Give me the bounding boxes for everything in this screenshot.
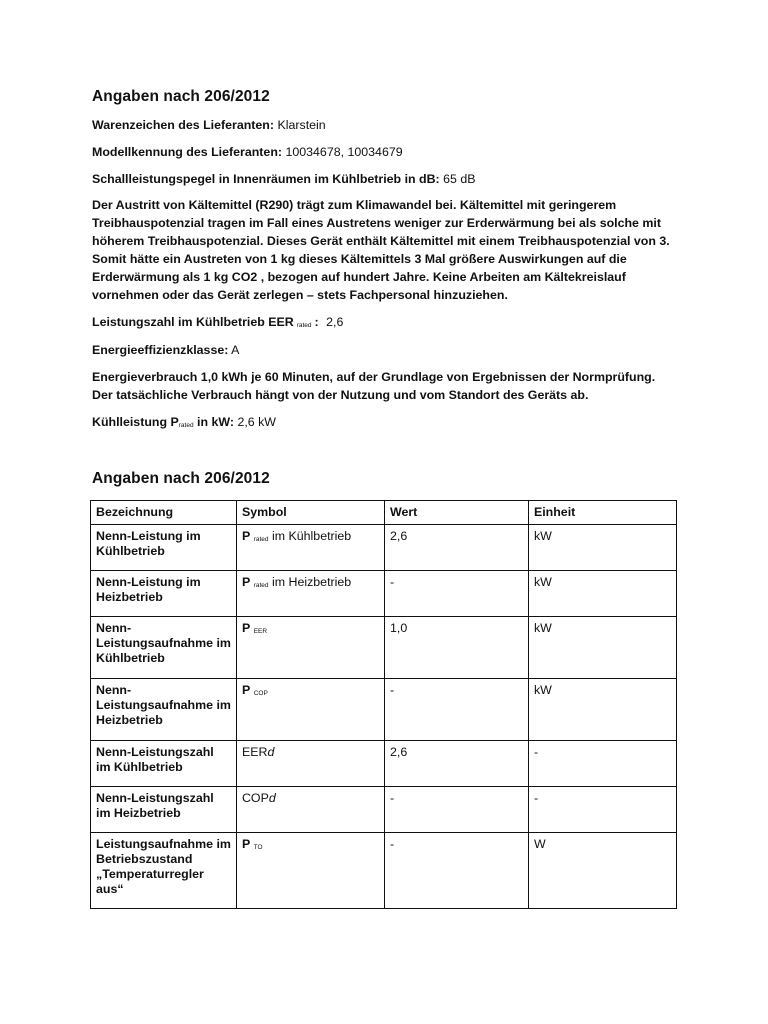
designation-cell: Nenn-Leistung im Kühlbetrieb (91, 525, 237, 571)
noise-level-value: 65 dB (443, 172, 476, 186)
value-cell: 2,6 (384, 525, 528, 571)
symbol-cell (236, 787, 384, 833)
designation-cell: Nenn-Leistungsaufnahme im Kühlbetrieb (91, 617, 237, 679)
noise-level-line (92, 170, 692, 188)
symbol-cell (236, 741, 384, 787)
cooling-capacity-line (92, 413, 692, 435)
table-row (91, 571, 677, 617)
cooling-capacity-subscript: rated (178, 422, 194, 429)
symbol-main: P (241, 837, 251, 851)
efficiency-class-value: A (231, 343, 240, 357)
unit-cell: kW (528, 679, 676, 741)
symbol-cell (236, 679, 384, 741)
symbol-subscript: TO (253, 844, 263, 851)
eer-label: Leistungszahl im Kühlbetrieb EER (92, 315, 294, 329)
table-row (91, 617, 677, 679)
unit-cell: kW (528, 571, 676, 617)
supplier-brand-line (92, 116, 692, 134)
value-cell: 1,0 (384, 617, 528, 679)
symbol-main: P (241, 683, 251, 697)
designation-cell: Nenn-Leistung im Heizbetrieb (91, 571, 237, 617)
noise-level-label: Schallleistungspegel in Innenräumen im Kühlbetrieb in dB: (92, 172, 440, 186)
symbol-cell (236, 833, 384, 909)
column-header: Einheit (528, 501, 676, 525)
symbol-main: P (241, 575, 251, 589)
eer-subscript: rated (296, 322, 312, 329)
designation-cell: Leistungsaufnahme im Betriebszustand „Temperaturregler aus“ (91, 833, 237, 909)
table-row (91, 787, 677, 833)
eer-colon: : (314, 315, 319, 329)
cooling-capacity-label-tail: in kW: (197, 415, 234, 429)
unit-cell: W (528, 833, 676, 909)
designation-cell: Nenn-Leistungszahl im Kühlbetrieb (91, 741, 237, 787)
designation-cell: Nenn-Leistungszahl im Heizbetrieb (91, 787, 237, 833)
specs-table (90, 500, 677, 909)
symbol-tail: im Kühlbetrieb (271, 529, 352, 543)
table-header-row (91, 501, 677, 525)
value-cell: - (384, 833, 528, 909)
symbol-main: EER (241, 745, 268, 759)
model-id-label: Modellkennung des Lieferanten: (92, 145, 283, 159)
energy-consumption-paragraph: Energieverbrauch 1,0 kWh je 60 Minuten, auf der Grundlage von Ergebnissen der Normprüfung. Der tatsächliche Verbrauch hängt von der Nutzung und vom Standort des Geräts ab. (92, 370, 656, 402)
column-header: Wert (384, 501, 528, 525)
section-heading-2: Angaben nach 206/2012 (92, 470, 270, 487)
refrigerant-paragraph: Der Austritt von Kältemittel (R290) trägt zum Klimawandel bei. Kältemittel mit geringerem Treibhauspotenzial tragen im Fall eines Austretens weniger zur Erderwärmung bei als solche mit höherem Treibhauspotenzial. Dieses Gerät enthält Kältemittel mit einem Treibhauspotenzial von 3. Somit hätte ein Austreten von 1 kg dieses Kältemittels 3 Mal größere Auswirkungen auf die Erderwärmung als 1 kg CO2 , bezogen auf hundert Jahre. Keine Arbeiten am Kältekreislauf vornehmen oder das Gerät zerlegen – stets Fachpersonal hinzuziehen. (92, 198, 670, 302)
symbol-subscript: rated (253, 536, 269, 543)
symbol-subscript: EER (253, 628, 268, 635)
symbol-main: P (241, 621, 251, 635)
efficiency-class-line (92, 341, 692, 359)
column-header: Symbol (236, 501, 384, 525)
value-cell: - (384, 571, 528, 617)
symbol-cell (236, 571, 384, 617)
value-cell: 2,6 (384, 741, 528, 787)
supplier-brand-label: Warenzeichen des Lieferanten: (92, 118, 275, 132)
value-cell: - (384, 679, 528, 741)
cooling-capacity-value: 2,6 kW (237, 415, 276, 429)
unit-cell: - (528, 787, 676, 833)
symbol-tail: d (268, 791, 276, 805)
model-id-line (92, 143, 692, 161)
model-id-value: 10034678, 10034679 (285, 145, 403, 159)
eer-line (92, 313, 692, 335)
symbol-tail: d (267, 745, 275, 759)
symbol-subscript: rated (253, 582, 269, 589)
symbol-main: P (241, 529, 251, 543)
symbol-main: COP (241, 791, 269, 805)
efficiency-class-label: Energieeffizienzklasse: (92, 343, 229, 357)
unit-cell: kW (528, 617, 676, 679)
designation-cell: Nenn-Leistungsaufnahme im Heizbetrieb (91, 679, 237, 741)
symbol-cell (236, 525, 384, 571)
unit-cell: - (528, 741, 676, 787)
table-row (91, 525, 677, 571)
unit-cell: kW (528, 525, 676, 571)
table-row (91, 741, 677, 787)
cooling-capacity-label: Kühlleistung P (92, 415, 179, 429)
symbol-cell (236, 617, 384, 679)
column-header: Bezeichnung (91, 501, 237, 525)
eer-value: 2,6 (326, 315, 344, 329)
symbol-subscript: COP (253, 690, 268, 697)
table-row (91, 833, 677, 909)
table-row (91, 679, 677, 741)
value-cell: - (384, 787, 528, 833)
section-heading-1: Angaben nach 206/2012 (92, 88, 270, 105)
symbol-tail: im Heizbetrieb (271, 575, 352, 589)
supplier-brand-value: Klarstein (277, 118, 326, 132)
